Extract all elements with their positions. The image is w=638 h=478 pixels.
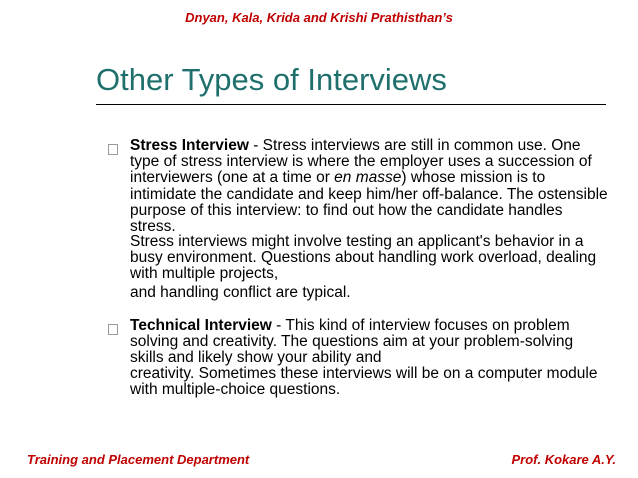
stress-interview-text-c: Stress interviews might involve testing an applicant's behavior in a busy environment. Questions about handling work overload, dealing with multiple projects,	[130, 233, 597, 283]
stress-interview-text-a: - Stress interviews are still in common use. One type of stress interview is where the employer uses a succession of interviewers (one at a time or	[130, 137, 592, 187]
footer-department: Training and Placement Department	[27, 452, 250, 467]
title-divider	[96, 104, 606, 105]
technical-interview-text-a: - This kind of interview focuses on problem solving and creativity. The questions aim at your problem-solving skills and likely show your ability and	[130, 317, 574, 367]
stress-interview-italic: en masse	[334, 169, 402, 187]
stress-interview-text-d: and handling conflict are typical.	[130, 284, 351, 301]
bullet-square-icon	[108, 144, 118, 155]
header-institution: Dnyan, Kala, Krida and Krishi Prathisthan’s	[185, 10, 453, 25]
technical-interview-heading: Technical Interview	[130, 317, 272, 334]
stress-interview-heading: Stress Interview	[130, 137, 249, 154]
bullet-stress-interview	[130, 138, 610, 235]
slide-title: Other Types of Interviews	[96, 62, 447, 97]
bullet-square-icon	[108, 324, 118, 335]
stress-interview-text-b: ) whose mission is to intimidate the candidate and keep him/her off-balance. The ostensible purpose of this interview: to find out how the candidate handles stress.	[130, 169, 608, 236]
bullet-technical-interview	[130, 318, 610, 367]
footer-author: Prof. Kokare A.Y.	[511, 452, 616, 467]
technical-interview-text-c: creativity. Sometimes these interviews will be on a computer module with multiple-choice questions.	[130, 365, 598, 399]
